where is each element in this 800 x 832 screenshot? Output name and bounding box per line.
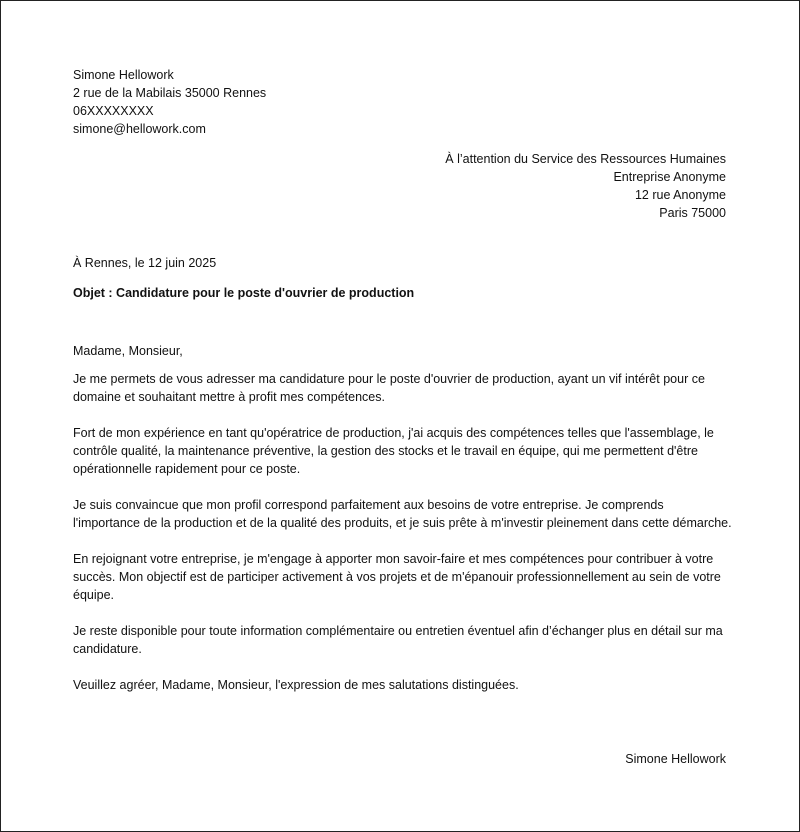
recipient-city: Paris 75000 (659, 206, 726, 220)
recipient-attention: À l’attention du Service des Ressources Humaines (445, 152, 726, 166)
paragraph-intro: Je me permets de vous adresser ma candidature pour le poste d'ouvrier de production, ayant un vif intérêt pour ce domaine et souhaitant mettre à profit mes compétences. (73, 372, 705, 404)
recipient-company: Entreprise Anonyme (613, 170, 726, 184)
sender-block (73, 66, 266, 138)
signature: Simone Hellowork (625, 752, 726, 766)
sender-phone: 06XXXXXXXX (73, 104, 154, 118)
sender-name: Simone Hellowork (73, 68, 174, 82)
paragraph-availability: Je reste disponible pour toute information complémentaire ou entretien éventuel afin d’échanger plus en détail sur ma candidature. (73, 624, 723, 656)
letter-date: À Rennes, le 12 juin 2025 (73, 256, 217, 270)
letter-body (73, 342, 733, 712)
paragraph-experience: Fort de mon expérience en tant qu'opératrice de production, j'ai acquis des compétences telles que l'assemblage, le contrôle qualité, la maintenance préventive, la gestion des stocks et le travail en équipe, qui me permettent d'être opérationnelle rapidement pour ce poste. (73, 426, 714, 476)
sender-email: simone@hellowork.com (73, 122, 206, 136)
paragraph-commitment: En rejoignant votre entreprise, je m'engage à apporter mon savoir-faire et mes compétences pour contribuer à votre succès. Mon objectif est de participer activement à vos projets et de m'épanouir professionnellement au sein de votre équipe. (73, 552, 721, 602)
letter-subject: Objet : Candidature pour le poste d'ouvrier de production (73, 286, 415, 300)
greeting: Madame, Monsieur, (73, 344, 183, 358)
recipient-street: 12 rue Anonyme (634, 188, 726, 202)
paragraph-motivation: Je suis convaincue que mon profil correspond parfaitement aux besoins de votre entreprise. Je comprends l'importance de la production et de la qualité des produits, et je suis prête à m'investir pleinement dans cette démarche. (73, 498, 732, 530)
paragraph-closing: Veuillez agréer, Madame, Monsieur, l'expression de mes salutations distinguées. (73, 678, 519, 692)
recipient-block (445, 150, 726, 222)
sender-address: 2 rue de la Mabilais 35000 Rennes (73, 86, 267, 100)
